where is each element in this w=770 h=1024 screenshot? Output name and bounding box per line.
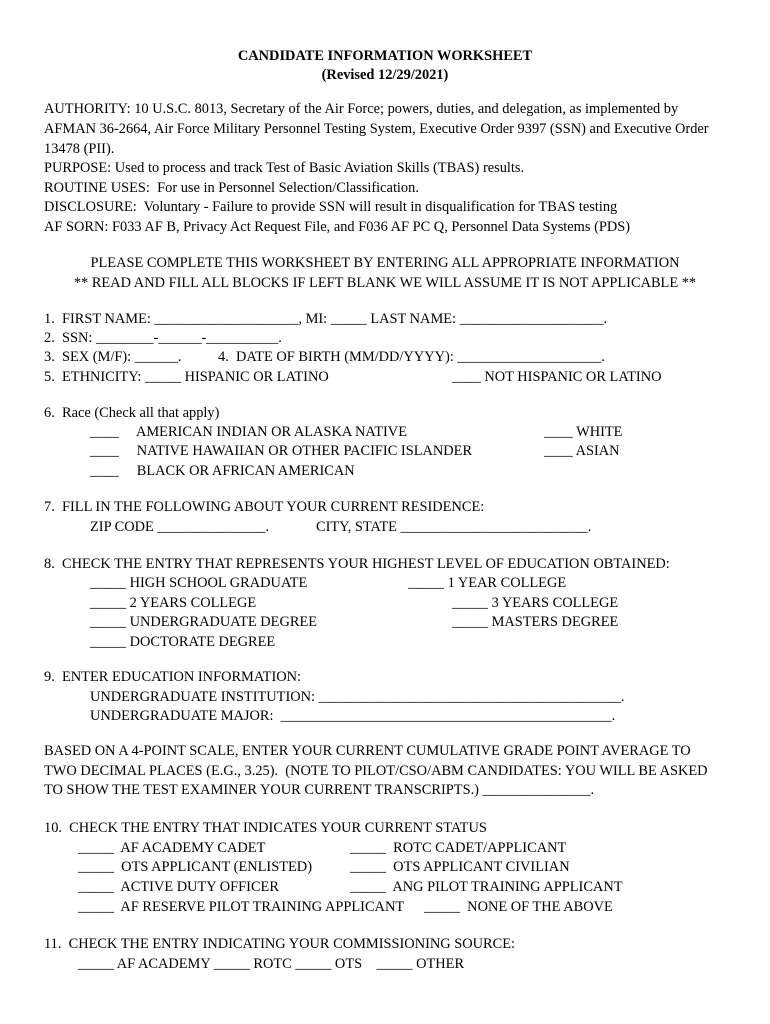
routine-uses-line: ROUTINE USES: For use in Personnel Selection/Classification. (44, 180, 419, 196)
zip-code-field[interactable]: ZIP CODE _______________. (90, 519, 269, 535)
commission-options[interactable]: _____ AF ACADEMY _____ ROTC _____ OTS _____ OTHER (78, 956, 465, 972)
edu-option-2-years[interactable]: _____ 2 YEARS COLLEGE (90, 595, 257, 611)
race-option-pacific-islander[interactable]: ____ NATIVE HAWAIIAN OR OTHER PACIFIC ISLANDER (90, 443, 473, 459)
status-option-rotc[interactable]: _____ ROTC CADET/APPLICANT (350, 840, 567, 856)
status-option-af-reserve[interactable]: _____ AF RESERVE PILOT TRAINING APPLICANT (78, 899, 405, 915)
gpa-line-2: TWO DECIMAL PLACES (E.G., 3.25). (NOTE TO PILOT/CSO/ABM CANDIDATES: YOU WILL BE ASKED (44, 763, 708, 779)
commission-heading: 11. CHECK THE ENTRY INDICATING YOUR COMMISSIONING SOURCE: (44, 936, 516, 952)
status-option-af-academy[interactable]: _____ AF ACADEMY CADET (78, 840, 266, 856)
instruction-line-1: PLEASE COMPLETE THIS WORKSHEET BY ENTERING ALL APPROPRIATE INFORMATION (90, 255, 680, 271)
status-option-ots-enlisted[interactable]: _____ OTS APPLICANT (ENLISTED) (78, 859, 312, 875)
edu-option-high-school[interactable]: _____ HIGH SCHOOL GRADUATE (90, 575, 308, 591)
race-option-white[interactable]: ____ WHITE (544, 424, 623, 440)
city-state-field[interactable]: CITY, STATE __________________________. (316, 519, 592, 535)
race-heading: 6. Race (Check all that apply) (44, 405, 220, 421)
disclosure-line: DISCLOSURE: Voluntary - Failure to provide SSN will result in disqualification for TBAS testing (44, 199, 618, 215)
name-fields[interactable]: 1. FIRST NAME: ____________________, MI: _____ LAST NAME: ____________________. (44, 311, 608, 327)
authority-line-3: 13478 (PII). (44, 141, 115, 157)
status-option-none[interactable]: _____ NONE OF THE ABOVE (424, 899, 613, 915)
race-option-asian[interactable]: ____ ASIAN (544, 443, 620, 459)
status-heading: 10. CHECK THE ENTRY THAT INDICATES YOUR CURRENT STATUS (44, 820, 487, 836)
revision-date: (Revised 12/29/2021) (321, 67, 449, 83)
purpose-line: PURPOSE: Used to process and track Test of Basic Aviation Skills (TBAS) results. (44, 160, 525, 176)
edu-info-heading: 9. ENTER EDUCATION INFORMATION: (44, 669, 302, 685)
gpa-field[interactable]: TO SHOW THE TEST EXAMINER YOUR CURRENT TRANSCRIPTS.) _______________. (44, 782, 595, 798)
dob-field[interactable]: 4. DATE OF BIRTH (MM/DD/YYYY): ____________________. (218, 349, 605, 365)
race-option-black[interactable]: ____ BLACK OR AFRICAN AMERICAN (90, 463, 355, 479)
ssn-field[interactable]: 2. SSN: ________-______-__________. (44, 330, 282, 346)
authority-line-1: AUTHORITY: 10 U.S.C. 8013, Secretary of the Air Force; powers, duties, and delegation, as implemented by (44, 101, 679, 117)
sex-field[interactable]: 3. SEX (M/F): ______. (44, 349, 182, 365)
status-option-ang-pilot[interactable]: _____ ANG PILOT TRAINING APPLICANT (350, 879, 623, 895)
residence-heading: 7. FILL IN THE FOLLOWING ABOUT YOUR CURRENT RESIDENCE: (44, 499, 485, 515)
edu-option-masters[interactable]: _____ MASTERS DEGREE (452, 614, 619, 630)
ethnicity-hispanic-option[interactable]: 5. ETHNICITY: _____ HISPANIC OR LATINO (44, 369, 329, 385)
edu-option-undergraduate[interactable]: _____ UNDERGRADUATE DEGREE (90, 614, 318, 630)
status-option-active-duty[interactable]: _____ ACTIVE DUTY OFFICER (78, 879, 279, 895)
edu-option-3-years[interactable]: _____ 3 YEARS COLLEGE (452, 595, 619, 611)
status-option-ots-civilian[interactable]: _____ OTS APPLICANT CIVILIAN (350, 859, 570, 875)
ethnicity-not-hispanic-option[interactable]: ____ NOT HISPANIC OR LATINO (452, 369, 662, 385)
edu-option-doctorate[interactable]: _____ DOCTORATE DEGREE (90, 634, 276, 650)
instruction-line-2: ** READ AND FILL ALL BLOCKS IF LEFT BLANK WE WILL ASSUME IT IS NOT APPLICABLE ** (73, 275, 697, 291)
edu-option-1-year[interactable]: _____ 1 YEAR COLLEGE (408, 575, 567, 591)
sorn-line: AF SORN: F033 AF B, Privacy Act Request File, and F036 AF PC Q, Personnel Data Systems (PDS) (44, 219, 631, 235)
page-title: CANDIDATE INFORMATION WORKSHEET (237, 48, 533, 64)
authority-line-2: AFMAN 36-2664, Air Force Military Personnel Testing System, Executive Order 9397 (SSN) and Executive Order (44, 121, 709, 137)
undergrad-major-field[interactable]: UNDERGRADUATE MAJOR: ______________________________________________. (90, 708, 616, 724)
gpa-line-1: BASED ON A 4-POINT SCALE, ENTER YOUR CURRENT CUMULATIVE GRADE POINT AVERAGE TO (44, 743, 691, 759)
race-option-american-indian[interactable]: ____ AMERICAN INDIAN OR ALASKA NATIVE (90, 424, 407, 440)
education-heading: 8. CHECK THE ENTRY THAT REPRESENTS YOUR HIGHEST LEVEL OF EDUCATION OBTAINED: (44, 556, 670, 572)
undergrad-institution-field[interactable]: UNDERGRADUATE INSTITUTION: __________________________________________. (90, 689, 625, 705)
